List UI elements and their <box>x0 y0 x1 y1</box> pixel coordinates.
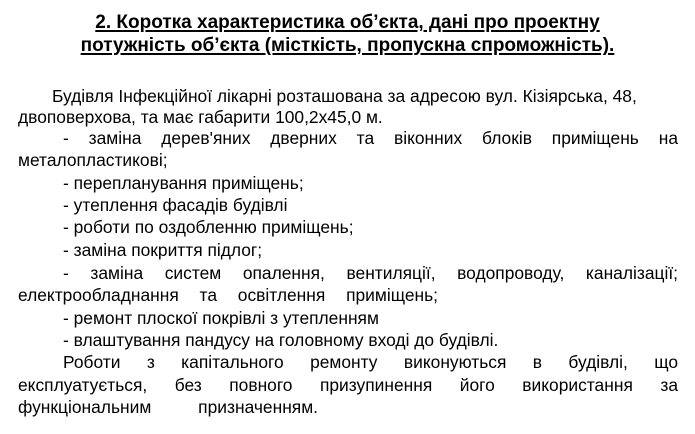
section-heading <box>0 11 695 57</box>
body-line-works-1: Роботи з капітального ремонту виконуються в будівлі, що <box>63 352 678 372</box>
body-line-3: - заміна дерев'яних дверних та віконних блоків приміщень на <box>63 128 678 148</box>
list-item-redevelopment: - перепланування приміщень; <box>63 173 304 193</box>
body-line-works-3: функціональним призначенням. <box>18 397 318 417</box>
body-line-1: Будівля Інфекційної лікарні розташована за адресою вул. Кізіярська, 48, <box>52 86 637 106</box>
list-item-finishing: - роботи по оздобленню приміщень; <box>63 217 354 237</box>
body-line-works-2: експлуатується, без повного призупинення його використання за <box>18 375 678 395</box>
heading-line-1: 2. Коротка характеристика об’єкта, дані про проектну <box>95 12 600 33</box>
body-line-4: металопластикові; <box>18 150 168 170</box>
list-item-insulation: - утеплення фасадів будівлі <box>63 195 288 215</box>
list-item-systems: - заміна систем опалення, вентиляції, водопроводу, каналізації; <box>63 263 678 283</box>
list-item-flooring: - заміна покриття підлог; <box>63 240 263 260</box>
body-line-electrical: електрообладнання та освітлення приміщень; <box>18 285 438 305</box>
heading-line-2: потужність об’єкта (місткість, пропускна спроможність). <box>80 35 615 56</box>
body-line-2: двоповерхова, та має габарити 100,2х45,0 м. <box>18 107 383 127</box>
list-item-ramp: - влаштування пандусу на головному вході до будівлі. <box>63 330 499 350</box>
list-item-roof: - ремонт плоскої покрівлі з утепленням <box>63 308 379 328</box>
